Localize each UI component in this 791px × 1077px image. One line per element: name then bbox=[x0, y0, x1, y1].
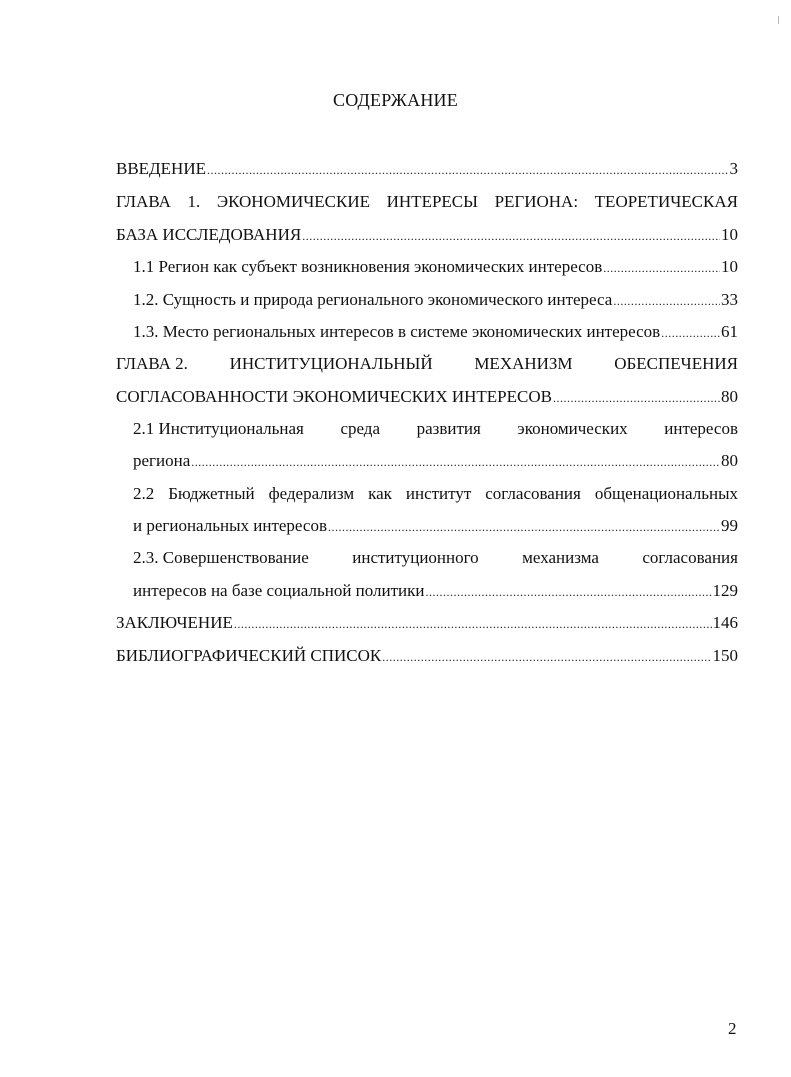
toc-entry-conclusion-text: ЗАКЛЮЧЕНИЕ bbox=[116, 613, 233, 632]
toc-word: институционного bbox=[352, 548, 479, 567]
toc-section-2-1-line1[interactable] bbox=[133, 416, 738, 442]
toc-section-1-2[interactable] bbox=[133, 287, 738, 313]
toc-section-2-2-text-2: и региональных интересов bbox=[133, 516, 327, 535]
scan-mark bbox=[778, 16, 779, 24]
toc-section-2-2-line1[interactable] bbox=[133, 481, 738, 507]
toc-word: МЕХАНИЗМ bbox=[474, 354, 573, 373]
toc-entry-bibliography-text: БИБЛИОГРАФИЧЕСКИЙ СПИСОК bbox=[116, 646, 382, 665]
toc-word: экономических bbox=[517, 419, 628, 438]
dot-leader bbox=[382, 644, 711, 670]
dot-leader bbox=[207, 157, 729, 183]
toc-word: ЭКОНОМИЧЕСКИЕ bbox=[216, 192, 371, 211]
toc-section-1-3[interactable] bbox=[133, 319, 738, 345]
dot-leader bbox=[603, 255, 720, 281]
toc-entry-intro-text: ВВЕДЕНИЕ bbox=[116, 159, 206, 178]
toc-section-2-3-text: интересов на базе социальной политики bbox=[133, 581, 425, 600]
toc-word: среда bbox=[340, 419, 380, 438]
toc-entry-intro[interactable] bbox=[116, 156, 738, 182]
toc-entry-bibliography-page: 150 bbox=[712, 646, 738, 665]
toc-word: интересов bbox=[664, 419, 738, 438]
toc-word: 2.1 Институциональная bbox=[133, 419, 304, 438]
toc-chapter2-line1[interactable] bbox=[116, 351, 738, 377]
toc-section-2-3-line2[interactable] bbox=[133, 578, 738, 604]
toc-section-2-1-line2[interactable] bbox=[133, 448, 738, 474]
dot-leader bbox=[661, 320, 720, 346]
dot-leader bbox=[426, 579, 712, 605]
toc-chapter2-page: 80 bbox=[721, 387, 738, 406]
toc-section-2-2-text-1: 2.2 Бюджетный федерализм как институт согласования общенациональных bbox=[133, 484, 738, 503]
toc-section-1-3-page: 61 bbox=[721, 322, 738, 341]
toc-entry-conclusion-page: 146 bbox=[712, 613, 738, 632]
toc-chapter1-page: 10 bbox=[721, 225, 738, 244]
toc-section-2-2-line2[interactable] bbox=[133, 513, 738, 539]
toc-section-2-1-page: 80 bbox=[721, 451, 738, 470]
dot-leader bbox=[553, 385, 720, 411]
toc-entry-bibliography[interactable] bbox=[116, 643, 738, 669]
dot-leader bbox=[613, 288, 720, 314]
toc-word: ИНТЕРЕСЫ bbox=[386, 192, 478, 211]
toc-entry-conclusion[interactable] bbox=[116, 610, 738, 636]
dot-leader bbox=[302, 223, 720, 249]
toc-word: развития bbox=[416, 419, 481, 438]
toc-word: ИНСТИТУЦИОНАЛЬНЫЙ bbox=[229, 354, 433, 373]
toc-word: согласования bbox=[642, 548, 738, 567]
toc-word: 2.3. Совершенствование bbox=[133, 548, 309, 567]
toc-section-1-1-page: 10 bbox=[721, 257, 738, 276]
dot-leader bbox=[328, 514, 720, 540]
toc-chapter1-line2[interactable] bbox=[116, 222, 738, 248]
toc-word: 1. bbox=[187, 192, 201, 211]
dot-leader bbox=[191, 449, 720, 475]
toc-word: РЕГИОНА: bbox=[494, 192, 579, 211]
toc-word: механизма bbox=[522, 548, 599, 567]
toc-word: ОБЕСПЕЧЕНИЯ bbox=[614, 354, 738, 373]
toc-section-2-3-line1[interactable] bbox=[133, 545, 738, 571]
toc-section-2-1-text: региона bbox=[133, 451, 191, 470]
toc-chapter2-line2[interactable] bbox=[116, 384, 738, 410]
dot-leader bbox=[234, 611, 712, 637]
toc-section-2-3-page: 129 bbox=[712, 581, 738, 600]
toc-chapter1-line1[interactable] bbox=[116, 189, 738, 215]
toc-section-1-2-page: 33 bbox=[721, 290, 738, 309]
toc-section-2-2-page: 99 bbox=[721, 516, 738, 535]
toc-entry-intro-page: 3 bbox=[729, 159, 738, 178]
toc-chapter1-text: БАЗА ИССЛЕДОВАНИЯ bbox=[116, 225, 302, 244]
toc-section-1-3-text: 1.3. Место региональных интересов в системе экономических интересов bbox=[133, 322, 661, 341]
toc-word: ГЛАВА bbox=[116, 192, 171, 211]
toc-word: ТЕОРЕТИЧЕСКАЯ bbox=[594, 192, 738, 211]
page-title: СОДЕРЖАНИЕ bbox=[333, 90, 458, 110]
toc-section-1-1-text: 1.1 Регион как субъект возникновения экономических интересов bbox=[133, 257, 603, 276]
toc-section-1-2-text: 1.2. Сущность и природа регионального экономического интереса bbox=[133, 290, 613, 309]
toc-word: ГЛАВА 2. bbox=[116, 354, 188, 373]
toc-chapter2-text: СОГЛАСОВАННОСТИ ЭКОНОМИЧЕСКИХ ИНТЕРЕСОВ bbox=[116, 387, 552, 406]
page-number: 2 bbox=[728, 1019, 737, 1038]
toc-section-1-1[interactable] bbox=[133, 254, 738, 280]
